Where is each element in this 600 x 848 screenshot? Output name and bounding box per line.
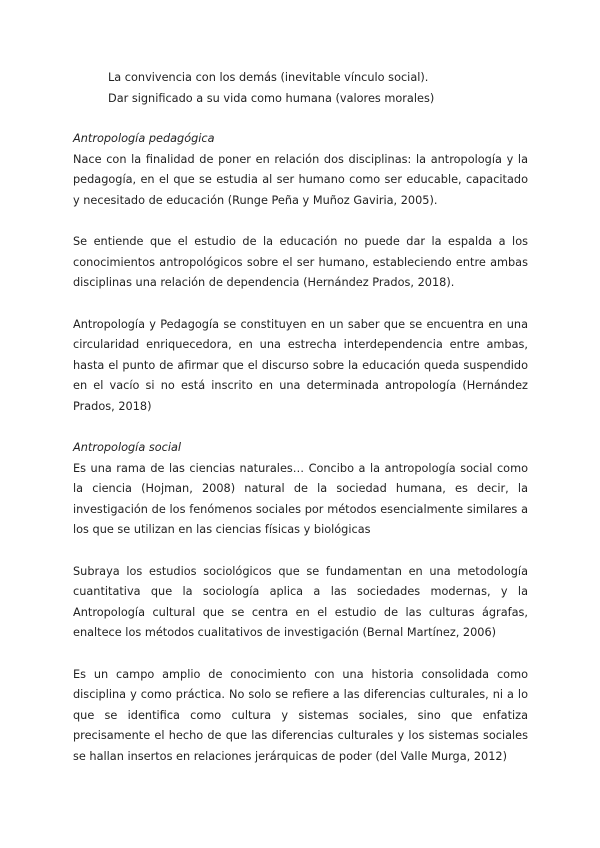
document-page bbox=[73, 68, 528, 788]
paragraph: Se entiende que el estudio de la educación no puede dar la espalda a los conocimientos antropológicos sobre el ser humano, estableciendo entre ambas disciplinas una relación de dependencia (Hernández Prados, 2018). bbox=[73, 235, 528, 290]
paragraph: Es una rama de las ciencias naturales… Concibo a la antropología social como la ciencia (Hojman, 2008) natural de la sociedad humana, es decir, la investigación de los fenómenos sociales por métodos esencialmente similares a los que se utilizan en las ciencias físicas y biológicas bbox=[73, 461, 528, 537]
paragraph: Antropología y Pedagogía se constituyen en un saber que se encuentra en una circularidad enriquecedora, en una estrecha interdependencia entre ambas, hasta el punto de afirmar que el discurso sobre la educación queda suspendido en el vacío si no está inscrito en una determinada antropología (Hernández Prados, 2018) bbox=[73, 317, 528, 413]
bullet-item: Dar significado a su vida como humana (valores morales) bbox=[108, 91, 435, 105]
section-antropologia-social bbox=[73, 438, 528, 768]
paragraph: Subraya los estudios sociológicos que se fundamentan en una metodología cuantitativa que la sociología aplica a las sociedades modernas, y la Antropología cultural que se centra en el estudio de las culturas ágrafas, enaltece los métodos cualitativos de investigación (Bernal Martínez, 2006) bbox=[73, 564, 528, 640]
paragraph: Nace con la finalidad de poner en relación dos disciplinas: la antropología y la pedagogía, en el que se estudia al ser humano como ser educable, capacitado y necesitado de educación (Runge Peña y Muñoz Gaviria, 2005). bbox=[73, 152, 528, 207]
section-heading: Antropología social bbox=[73, 441, 182, 455]
paragraph: Es un campo amplio de conocimiento con una historia consolidada como disciplina y como práctica. No solo se refiere a las diferencias culturales, ni a lo que se identifica como cultura y sistemas sociales, sino que enfatiza precisamente el hecho de que las diferencias culturales y los sistemas sociales se hallan insertos en relaciones jerárquicas de poder (del Valle Murga, 2012) bbox=[73, 667, 528, 763]
section-heading: Antropología pedagógica bbox=[73, 132, 215, 146]
bullet-list bbox=[108, 68, 528, 109]
bullet-item: La convivencia con los demás (inevitable vínculo social). bbox=[108, 71, 429, 84]
section-antropologia-pedagogica bbox=[73, 129, 528, 417]
